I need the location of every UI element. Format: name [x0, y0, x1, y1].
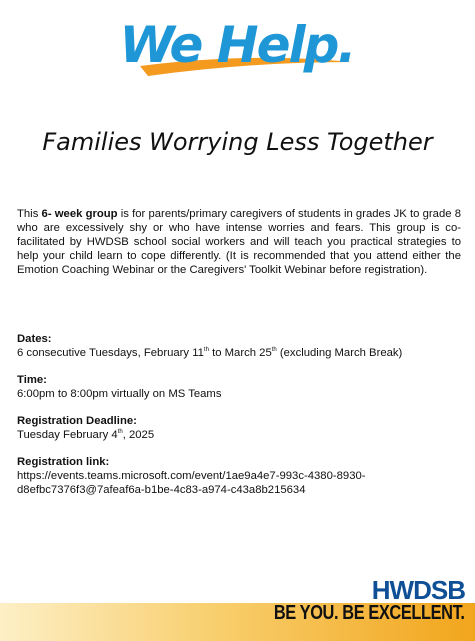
hwdsb-logo: [232, 575, 465, 624]
intro-bold-text: 6- week group: [41, 208, 118, 220]
deadline-text-2: , 2025: [122, 429, 155, 441]
dates-text-3: (excluding March Break): [276, 347, 403, 359]
registration-link-line-2[interactable]: d8efbc7376f3@7afeaf6a-b1be-4c83-a974-c43a8b215634: [17, 484, 306, 496]
deadline-section: [17, 414, 467, 442]
time-value: 6:00pm to 8:00pm virtually on MS Teams: [17, 388, 222, 400]
time-heading: Time:: [17, 374, 47, 386]
deadline-text-1: Tuesday February 4: [17, 429, 118, 441]
deadline-sup: th: [117, 429, 123, 436]
intro-text-start: This: [17, 208, 42, 220]
dates-text-2: to March 25: [208, 347, 272, 359]
dates-sup-2: th: [271, 347, 277, 354]
page-title: Families Worrying Less Together: [42, 128, 433, 156]
dates-section: [17, 332, 467, 360]
link-heading: Registration link:: [17, 456, 110, 468]
brand-tagline: BE YOU. BE EXCELLENT.: [274, 602, 465, 624]
we-help-logo: [0, 4, 475, 104]
intro-text-rest: is for parents/primary caregivers of students in grades JK to grade 8 who are excessively shy or who have intense worries and fears. This group is co-facilitated by HWDSB school social workers and will teach you practical strategies to help your child learn to cope differently. (It is recommended that you attend either the Emotion Coaching Webinar or the Caregivers' Toolkit Webinar before registration).: [17, 208, 461, 276]
dates-heading: Dates:: [17, 333, 52, 345]
brand-name: HWDSB: [371, 575, 465, 605]
dates-value: [17, 346, 467, 360]
time-section: [17, 373, 467, 401]
dates-sup-1: th: [203, 347, 209, 354]
registration-link-line-1[interactable]: https://events.teams.microsoft.com/event/1ae9a4e7-993c-4380-8930-: [17, 470, 366, 482]
logo-text: We Help.: [119, 16, 355, 74]
deadline-value: [17, 428, 467, 442]
dates-text-1: 6 consecutive Tuesdays, February 11: [17, 347, 204, 359]
intro-paragraph: [17, 207, 461, 277]
deadline-heading: Registration Deadline:: [17, 415, 137, 427]
link-section: [17, 455, 467, 497]
